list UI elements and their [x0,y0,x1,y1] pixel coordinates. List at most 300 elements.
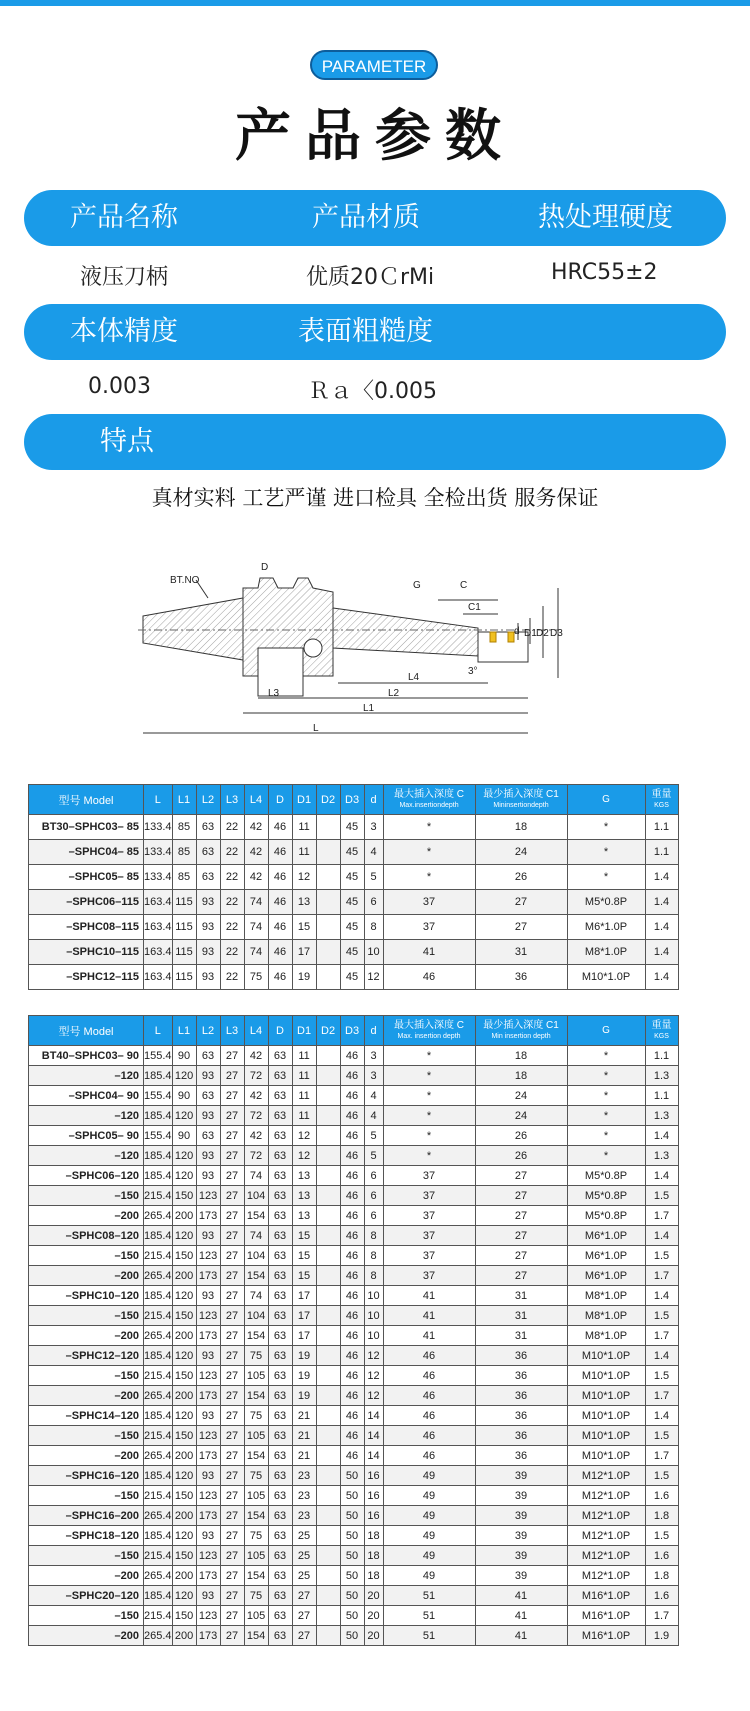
table-cell: 123 [196,1246,220,1266]
model-cell: –200 [29,1206,144,1226]
table-cell: 93 [196,890,220,915]
table-cell: * [567,840,645,865]
table-cell: 12 [364,1386,383,1406]
table-cell: 1.1 [645,840,678,865]
table-cell: 27 [220,1126,244,1146]
table-cell: 5 [364,865,383,890]
table-cell: 5 [364,1146,383,1166]
table-cell: 12 [364,1366,383,1386]
table-row [29,1546,679,1566]
table-cell: M6*1.0P [567,915,645,940]
table-row [29,1226,679,1246]
table-cell: 46 [340,1126,364,1146]
table-cell: 1.4 [645,890,678,915]
table-cell: 154 [244,1566,268,1586]
table-cell: 85 [172,815,196,840]
table-cell: 8 [364,1246,383,1266]
table-cell: 63 [268,1386,292,1406]
table-cell: 41 [383,1306,475,1326]
table-cell: 93 [196,915,220,940]
label-precision: 本体精度 [70,316,178,347]
table-cell: 63 [268,1566,292,1586]
table-row [29,815,679,840]
table-cell: 21 [292,1426,316,1446]
table-cell: 15 [292,915,316,940]
table-row [29,1446,679,1466]
table-cell: 74 [244,940,268,965]
table-cell: M8*1.0P [567,1306,645,1326]
table-cell: 200 [172,1446,196,1466]
table-cell: 63 [268,1486,292,1506]
drawing-label-L4: L4 [408,672,420,683]
table-cell: 24 [475,1086,567,1106]
table-cell: 150 [172,1606,196,1626]
value-precision: 0.003 [88,374,151,399]
table-row [29,1286,679,1306]
table-cell: 123 [196,1306,220,1326]
spec-table-bt40 [28,1015,679,1646]
table-cell [316,1586,340,1606]
table-cell: 49 [383,1526,475,1546]
column-header-min-depth: 最少插入深度 C1 Min insertion depth [475,1016,567,1046]
table-cell: 27 [220,1626,244,1646]
model-cell: –150 [29,1306,144,1326]
model-cell: –200 [29,1326,144,1346]
table-cell: 173 [196,1626,220,1646]
table-cell: 85 [172,840,196,865]
table-cell: 5 [364,1126,383,1146]
table-cell: 27 [220,1266,244,1286]
table-cell: 1.7 [645,1326,678,1346]
table-cell: 46 [268,865,292,890]
table-cell [316,1286,340,1306]
table-cell: 46 [340,1166,364,1186]
table-cell: 120 [172,1166,196,1186]
table-cell: 1.4 [645,915,678,940]
table-cell: 150 [172,1546,196,1566]
table-cell: 25 [292,1546,316,1566]
table-cell: M6*1.0P [567,1246,645,1266]
table-row [29,915,679,940]
table-cell: 51 [383,1626,475,1646]
column-header: L [144,785,173,815]
table-cell: * [383,1066,475,1086]
table-cell: 45 [340,965,364,990]
table-cell: 46 [268,815,292,840]
table-cell: * [567,1126,645,1146]
table-cell: * [383,1086,475,1106]
table-cell: 45 [340,915,364,940]
table-cell: 63 [268,1466,292,1486]
table-cell: 173 [196,1266,220,1286]
table-row [29,1606,679,1626]
table-cell: 123 [196,1606,220,1626]
model-cell: –SPHC16–120 [29,1466,144,1486]
column-header: L4 [244,785,268,815]
table-cell: 46 [383,1446,475,1466]
table-cell: M10*1.0P [567,1366,645,1386]
model-cell: –SPHC16–200 [29,1506,144,1526]
table-cell: 1.8 [645,1566,678,1586]
table-cell: 27 [220,1526,244,1546]
column-header: d [364,785,383,815]
table-cell: 27 [475,1166,567,1186]
table-cell: 74 [244,1226,268,1246]
table-cell: * [567,1146,645,1166]
table-cell: 4 [364,1106,383,1126]
table-cell: M12*1.0P [567,1486,645,1506]
table-cell: 265.4 [144,1446,173,1466]
value-hardness: HRC55±2 [551,260,658,285]
table-cell: 154 [244,1506,268,1526]
table-cell [316,1546,340,1566]
table-cell: 105 [244,1546,268,1566]
table-cell: 22 [220,890,244,915]
table-cell: 10 [364,1286,383,1306]
table-cell: 27 [220,1226,244,1246]
table-cell: 1.1 [645,1086,678,1106]
table-cell: 173 [196,1386,220,1406]
table-cell: 50 [340,1486,364,1506]
table-cell: 1.4 [645,1406,678,1426]
table-cell [316,1326,340,1346]
table-cell: 15 [292,1246,316,1266]
column-header: D3 [340,1016,364,1046]
table-cell: 200 [172,1566,196,1586]
table-cell: 1.7 [645,1206,678,1226]
column-header-max-depth: 最大插入深度 C Max. insertion depth [383,1016,475,1046]
table-cell: 46 [340,1346,364,1366]
table-cell: 75 [244,1406,268,1426]
table-cell: 11 [292,840,316,865]
drawing-label-D1: D1 [524,628,537,639]
table-cell: 31 [475,1326,567,1346]
table-cell: 46 [268,940,292,965]
table-cell: * [567,1046,645,1066]
table-cell [316,1066,340,1086]
table-cell: 36 [475,1426,567,1446]
column-header: L2 [196,785,220,815]
table-cell: M10*1.0P [567,1426,645,1446]
table-cell: 200 [172,1626,196,1646]
table-cell: 93 [196,1466,220,1486]
table-cell: 90 [172,1126,196,1146]
table-cell: 46 [340,1046,364,1066]
table-cell: 25 [292,1526,316,1546]
table-cell [316,1466,340,1486]
table-cell: 50 [340,1626,364,1646]
table-cell: 63 [268,1206,292,1226]
table-cell: 46 [268,840,292,865]
table-cell: 24 [475,1106,567,1126]
table-cell: M10*1.0P [567,1446,645,1466]
table-cell: 154 [244,1446,268,1466]
column-header: L1 [172,785,196,815]
table-cell: 105 [244,1606,268,1626]
table-cell: 1.8 [645,1506,678,1526]
table-cell: 22 [220,815,244,840]
spec-bar-1 [24,190,726,246]
table-cell: 27 [220,1186,244,1206]
table-cell: 123 [196,1186,220,1206]
table-cell: 23 [292,1466,316,1486]
table-cell: M12*1.0P [567,1466,645,1486]
table-cell: 93 [196,1286,220,1306]
table-cell: 215.4 [144,1606,173,1626]
table-cell: 49 [383,1566,475,1586]
column-header: L4 [244,1016,268,1046]
table-cell: 46 [340,1106,364,1126]
table-cell [316,1626,340,1646]
table-cell: 1.4 [645,1166,678,1186]
table-cell: 185.4 [144,1066,173,1086]
table-cell: 27 [220,1106,244,1126]
table-cell: 154 [244,1326,268,1346]
table-cell: 173 [196,1506,220,1526]
table-cell: 20 [364,1606,383,1626]
table-cell: 14 [364,1446,383,1466]
spec-bar-2 [24,304,726,360]
table-cell: M12*1.0P [567,1506,645,1526]
table-cell: 39 [475,1466,567,1486]
table-cell: 27 [220,1086,244,1106]
table-cell: 37 [383,915,475,940]
table-cell: 39 [475,1546,567,1566]
table-cell [316,1146,340,1166]
table-cell: 104 [244,1306,268,1326]
table-cell: 133.4 [144,865,173,890]
table-cell: 185.4 [144,1586,173,1606]
table-cell: 50 [340,1606,364,1626]
table-cell: 10 [364,940,383,965]
table-cell [316,1606,340,1626]
table-cell: 74 [244,1286,268,1306]
model-cell: –SPHC10–115 [29,940,144,965]
drawing-label-D: D [261,562,269,573]
table-cell: 37 [383,1266,475,1286]
table-cell: 215.4 [144,1426,173,1446]
column-header: L2 [196,1016,220,1046]
table-cell: 115 [172,965,196,990]
table-cell: 1.5 [645,1306,678,1326]
table-row [29,1186,679,1206]
table-cell: 265.4 [144,1386,173,1406]
table-cell: 1.4 [645,965,678,990]
table-cell: 42 [244,1126,268,1146]
model-cell: –SPHC04– 85 [29,840,144,865]
table-cell: 51 [383,1586,475,1606]
table-cell: 41 [475,1626,567,1646]
table-cell: M8*1.0P [567,1286,645,1306]
model-cell: –SPHC18–120 [29,1526,144,1546]
table-cell: 27 [220,1406,244,1426]
table-cell: 123 [196,1426,220,1446]
table-cell: 26 [475,865,567,890]
table-cell: 63 [268,1166,292,1186]
table-cell: 41 [383,940,475,965]
table-cell: 21 [292,1406,316,1426]
table-cell: 1.7 [645,1606,678,1626]
table-cell: 105 [244,1486,268,1506]
table-cell: 185.4 [144,1106,173,1126]
table-cell: 215.4 [144,1546,173,1566]
table-cell: 18 [364,1526,383,1546]
table-cell: 19 [292,1366,316,1386]
table-cell: 27 [220,1286,244,1306]
table-cell: 46 [340,1446,364,1466]
table-cell: 1.4 [645,940,678,965]
table-cell: 133.4 [144,840,173,865]
table-cell: 72 [244,1066,268,1086]
table-cell: 13 [292,890,316,915]
table-cell: 27 [475,1226,567,1246]
table-cell: 27 [292,1606,316,1626]
table-cell: 46 [340,1226,364,1246]
table-cell: 3 [364,815,383,840]
table-row [29,1346,679,1366]
table-cell: 1.3 [645,1066,678,1086]
table-cell: 1.9 [645,1626,678,1646]
tool-holder-drawing [138,548,622,758]
table-cell: 27 [220,1506,244,1526]
table-cell: 1.3 [645,1146,678,1166]
table-cell: 42 [244,1046,268,1066]
table-cell: 11 [292,1046,316,1066]
table-cell: 120 [172,1526,196,1546]
table-cell [316,1506,340,1526]
table-cell: 1.4 [645,1286,678,1306]
column-header: D [268,785,292,815]
table-cell: 13 [292,1206,316,1226]
table-cell: 74 [244,1166,268,1186]
table-cell: 4 [364,1086,383,1106]
table-cell: 11 [292,1086,316,1106]
table-cell: 1.5 [645,1526,678,1546]
column-header-min-depth: 最少插入深度 C1 Mininsertiondepth [475,785,567,815]
table-cell: 39 [475,1526,567,1546]
table-cell: 93 [196,1586,220,1606]
table-header-row [29,785,679,815]
table-header-row [29,1016,679,1046]
table-cell: 27 [220,1606,244,1626]
table-cell: 63 [268,1066,292,1086]
table-cell: 50 [340,1526,364,1546]
table-cell: 8 [364,1226,383,1246]
table-cell: 19 [292,1386,316,1406]
column-header: D2 [316,1016,340,1046]
table-cell: 11 [292,815,316,840]
table-cell: 36 [475,965,567,990]
table-cell: 6 [364,1166,383,1186]
table-cell: 123 [196,1366,220,1386]
table-cell: 85 [172,865,196,890]
drawing-label-C1: C1 [468,602,481,613]
table-cell: 45 [340,815,364,840]
table-cell: 93 [196,1066,220,1086]
model-cell: –SPHC14–120 [29,1406,144,1426]
table-cell: 1.4 [645,1346,678,1366]
model-cell: –SPHC10–120 [29,1286,144,1306]
table-cell: * [383,1146,475,1166]
table-cell: 90 [172,1046,196,1066]
table-cell: 265.4 [144,1566,173,1586]
table-cell: 27 [220,1586,244,1606]
table-cell: 215.4 [144,1306,173,1326]
table-cell [316,890,340,915]
table-cell: M5*0.8P [567,1206,645,1226]
table-cell: 63 [268,1606,292,1626]
table-cell: 75 [244,965,268,990]
table-cell: * [567,1066,645,1086]
table-cell: 16 [364,1466,383,1486]
column-header-g: G [567,1016,645,1046]
drawing-label-L3: L3 [268,688,280,699]
table-cell: 27 [220,1466,244,1486]
table-cell: M6*1.0P [567,1226,645,1246]
table-cell [316,1526,340,1546]
table-cell [316,1166,340,1186]
table-cell: 63 [268,1266,292,1286]
table-cell: 50 [340,1586,364,1606]
table-cell [316,1046,340,1066]
table-cell: 185.4 [144,1286,173,1306]
column-header: L1 [172,1016,196,1046]
table-cell: 63 [268,1046,292,1066]
table-cell: 46 [340,1406,364,1426]
table-cell: 31 [475,940,567,965]
table-cell: 93 [196,1166,220,1186]
table-cell: 93 [196,1346,220,1366]
model-cell: –200 [29,1266,144,1286]
label-material: 产品材质 [312,202,420,233]
table-row [29,1586,679,1606]
drawing-label-G: G [413,580,421,591]
table-cell: 12 [292,1146,316,1166]
table-cell: 27 [220,1146,244,1166]
table-row [29,965,679,990]
table-row [29,1526,679,1546]
table-cell: 104 [244,1186,268,1206]
table-cell: 36 [475,1366,567,1386]
table-cell: M12*1.0P [567,1546,645,1566]
table-row [29,1166,679,1186]
table-cell: 27 [292,1626,316,1646]
table-cell [316,1446,340,1466]
drawing-label-d: d [514,626,520,637]
table-cell: * [383,840,475,865]
table-cell: 173 [196,1446,220,1466]
table-cell [316,1206,340,1226]
table-cell: 49 [383,1486,475,1506]
table-cell: 265.4 [144,1206,173,1226]
table-cell: 6 [364,1206,383,1226]
table-cell: 63 [268,1526,292,1546]
model-cell: –SPHC04– 90 [29,1086,144,1106]
table-cell: 50 [340,1506,364,1526]
drawing-label-L: L [313,723,319,734]
table-cell: 20 [364,1586,383,1606]
table-cell: 10 [364,1326,383,1346]
table-cell: 104 [244,1246,268,1266]
table-cell [316,1086,340,1106]
table-cell: 185.4 [144,1166,173,1186]
table-cell: 120 [172,1466,196,1486]
table-cell: 63 [268,1086,292,1106]
drawing-label-bt: BT.NO [170,575,200,586]
table-cell: 18 [475,1046,567,1066]
table-cell: 1.6 [645,1586,678,1606]
table-cell [316,1366,340,1386]
